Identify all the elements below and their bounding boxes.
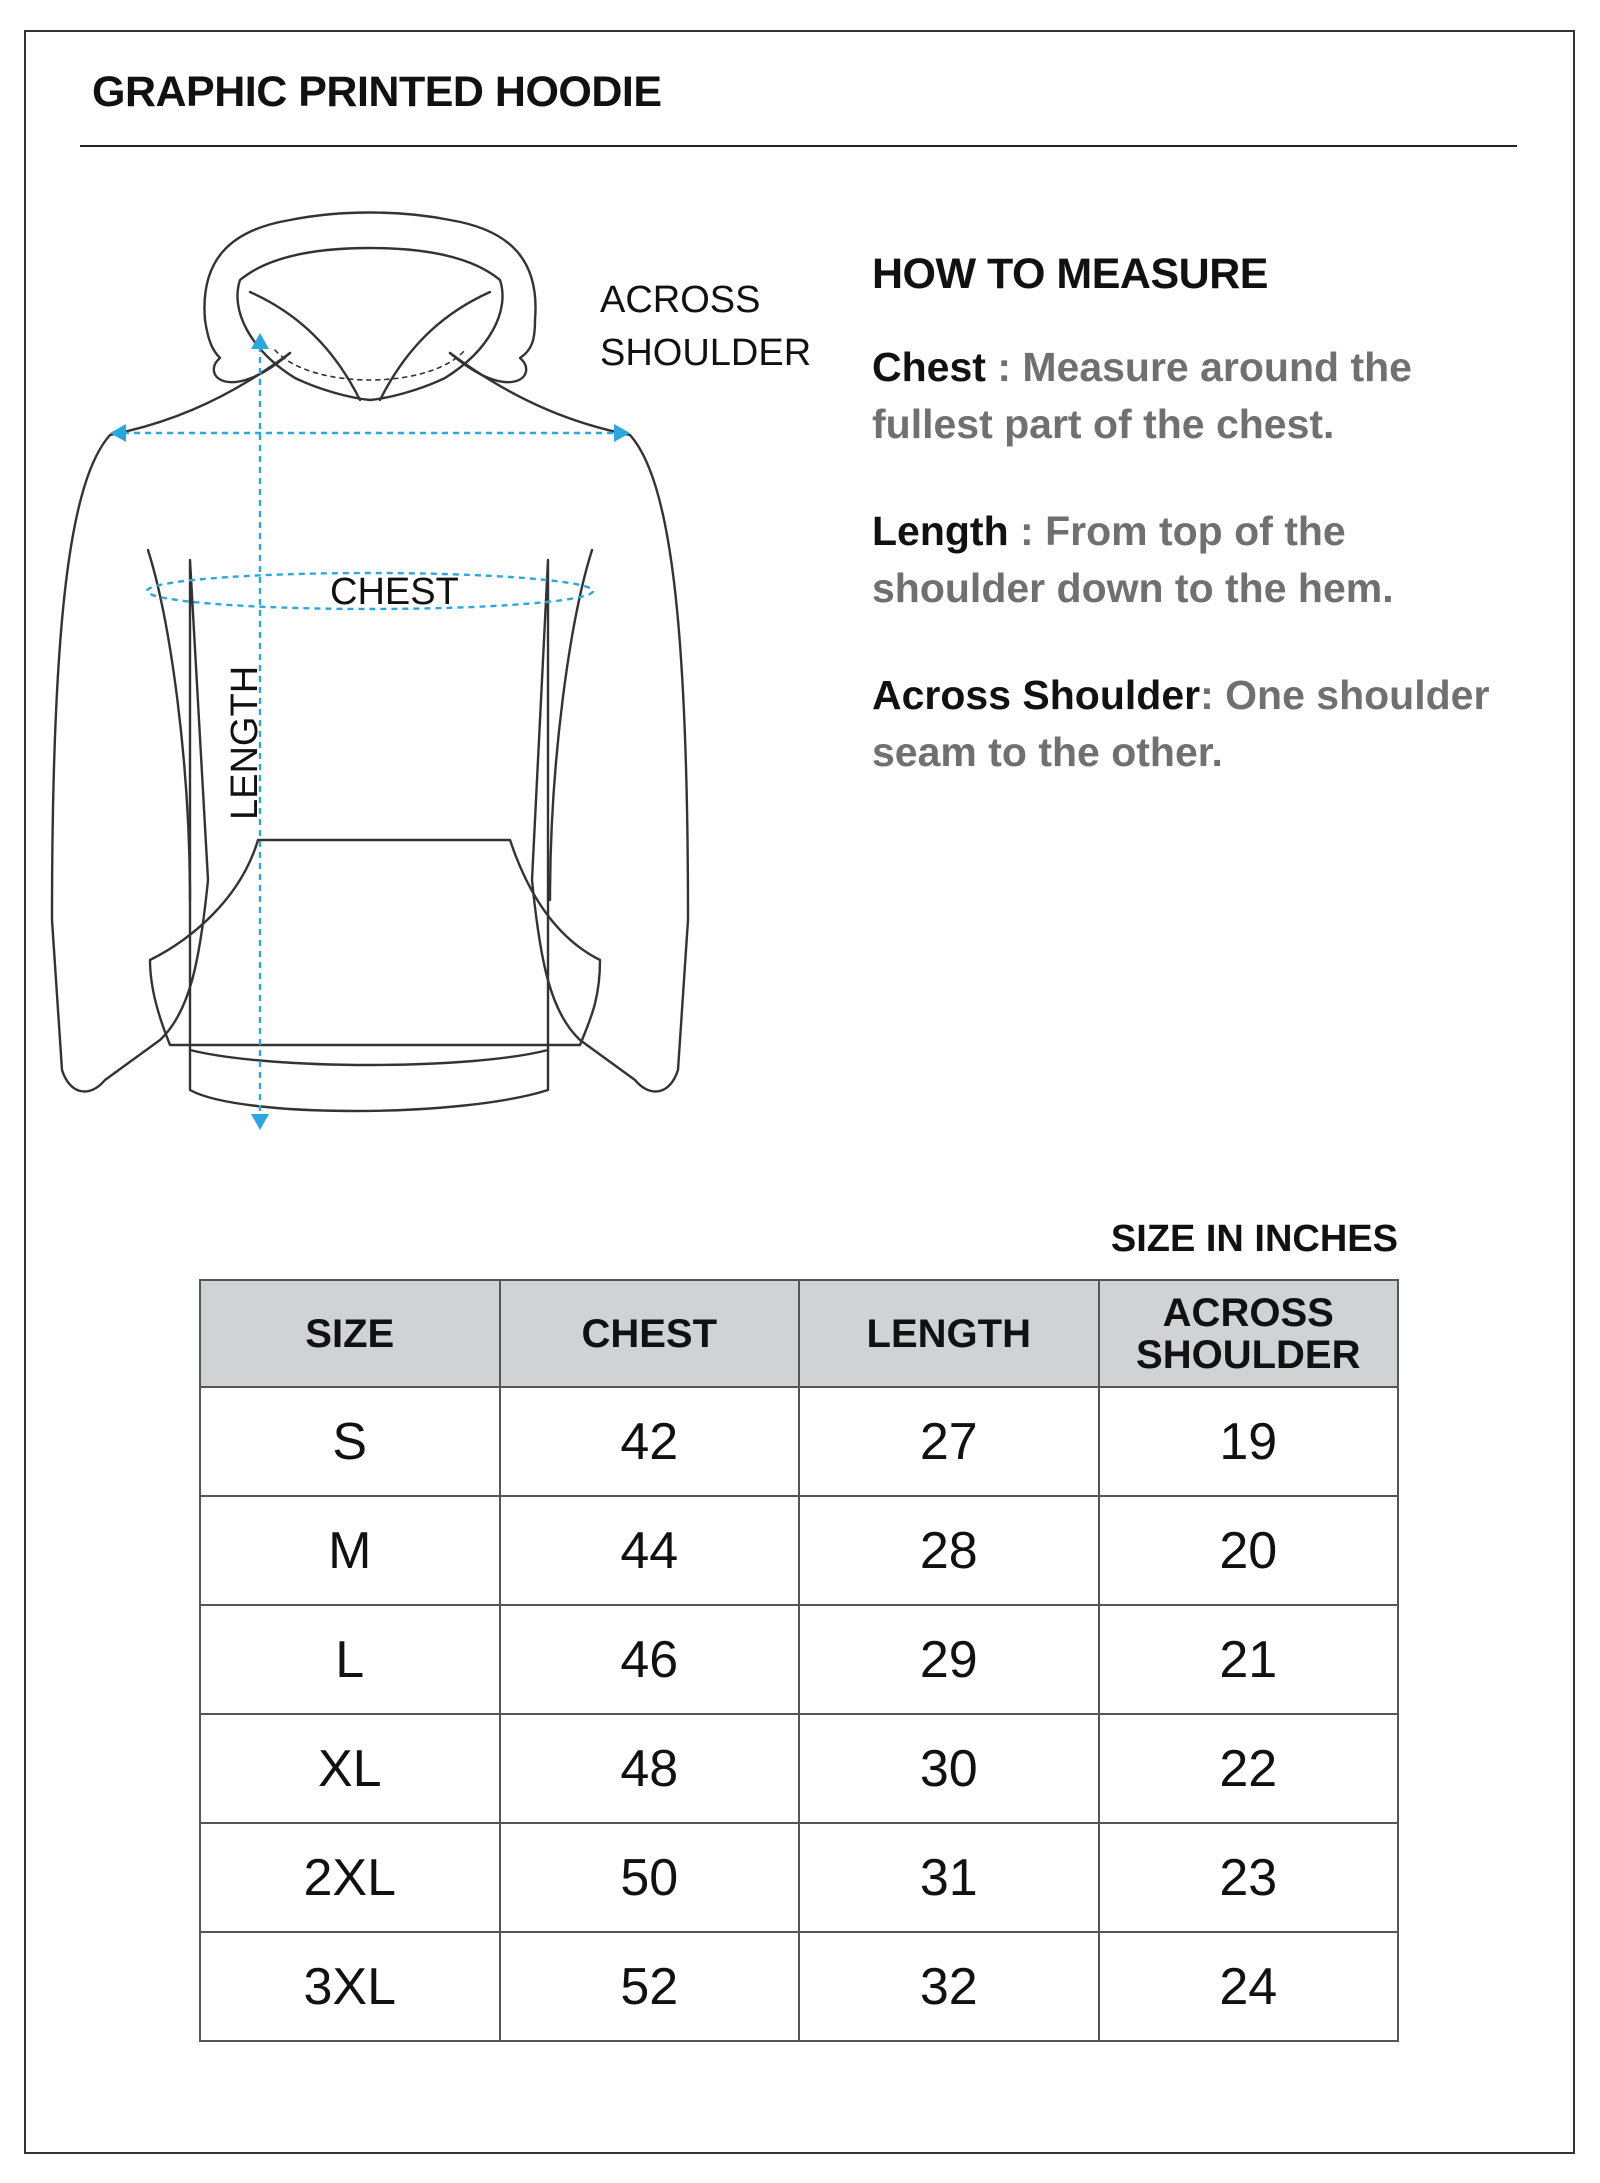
shoulder-arrow-left xyxy=(110,424,126,442)
chest-instruction xyxy=(872,339,1522,453)
across-shoulder-cell: 21 xyxy=(1099,1605,1399,1714)
across-shoulder-cell: 19 xyxy=(1099,1387,1399,1496)
page-title: GRAPHIC PRINTED HOODIE xyxy=(92,68,662,116)
size-cell: 2XL xyxy=(200,1823,500,1932)
length-label: LENGTH xyxy=(224,665,266,820)
header-across-shoulder xyxy=(1099,1280,1399,1387)
length-separator: : xyxy=(1008,508,1046,554)
table-row xyxy=(200,1714,1398,1823)
size-cell: L xyxy=(200,1605,500,1714)
size-units-label: SIZE IN INCHES xyxy=(1110,1218,1398,1260)
how-to-measure-heading: HOW TO MEASURE xyxy=(872,250,1268,298)
across-shoulder-cell: 22 xyxy=(1099,1714,1399,1823)
length-cell: 32 xyxy=(799,1932,1099,2041)
size-cell: XL xyxy=(200,1714,500,1823)
chest-label: CHEST xyxy=(330,571,459,613)
across-shoulder-label-line1: ACROSS xyxy=(600,279,761,321)
hood-inner xyxy=(237,248,502,400)
size-cell: S xyxy=(200,1387,500,1496)
chest-cell: 50 xyxy=(500,1823,800,1932)
across-shoulder-term: Across Shoulder xyxy=(872,672,1201,718)
right-sleeve-line xyxy=(550,550,592,900)
across-shoulder-cell: 23 xyxy=(1099,1823,1399,1932)
across-shoulder-description: One shoulder seam to the other. xyxy=(872,672,1490,775)
left-sleeve-line xyxy=(148,550,190,900)
across-shoulder-instruction xyxy=(872,667,1522,781)
length-cell: 28 xyxy=(799,1496,1099,1605)
hoodie-body-outline xyxy=(52,353,688,1111)
header-across-line2: SHOULDER xyxy=(1136,1332,1361,1377)
hood-fold-right xyxy=(380,292,490,400)
length-arrow-bottom xyxy=(251,1114,269,1130)
across-shoulder-separator: : xyxy=(1200,672,1226,718)
length-instruction xyxy=(872,503,1522,617)
table-row xyxy=(200,1387,1398,1496)
hood-outer xyxy=(204,213,535,383)
length-cell: 30 xyxy=(799,1714,1099,1823)
chest-cell: 52 xyxy=(500,1932,800,2041)
table-row xyxy=(200,1823,1398,1932)
shoulder-arrow-right xyxy=(614,424,630,442)
table-row xyxy=(200,1496,1398,1605)
across-shoulder-cell: 24 xyxy=(1099,1932,1399,2041)
length-term: Length xyxy=(872,508,1009,554)
hoodie-illustration xyxy=(40,200,830,1150)
header-chest: CHEST xyxy=(500,1280,800,1387)
size-chart-table xyxy=(199,1279,1399,2042)
across-shoulder-cell: 20 xyxy=(1099,1496,1399,1605)
waistband-top xyxy=(190,1050,548,1065)
header-length: LENGTH xyxy=(799,1280,1099,1387)
header-across-line1: ACROSS xyxy=(1162,1290,1334,1335)
length-cell: 29 xyxy=(799,1605,1099,1714)
chest-cell: 46 xyxy=(500,1605,800,1714)
chest-separator: : xyxy=(985,344,1023,390)
chest-cell: 42 xyxy=(500,1387,800,1496)
length-description: From top of the shoulder down to the hem. xyxy=(872,508,1394,611)
chest-description: Measure around the fullest part of the chest. xyxy=(872,344,1412,447)
across-shoulder-label-line2: SHOULDER xyxy=(600,332,812,374)
table-header-row xyxy=(200,1280,1398,1387)
header-size: SIZE xyxy=(200,1280,500,1387)
size-cell: 3XL xyxy=(200,1932,500,2041)
title-divider xyxy=(80,145,1517,147)
length-cell: 31 xyxy=(799,1823,1099,1932)
neckline-stitch xyxy=(275,350,465,380)
how-to-measure-section xyxy=(872,250,1522,831)
hoodie-diagram xyxy=(40,200,830,1150)
chest-cell: 44 xyxy=(500,1496,800,1605)
chest-term: Chest xyxy=(872,344,986,390)
chest-cell: 48 xyxy=(500,1714,800,1823)
table-row xyxy=(200,1932,1398,2041)
table-row xyxy=(200,1605,1398,1714)
size-cell: M xyxy=(200,1496,500,1605)
length-cell: 27 xyxy=(799,1387,1099,1496)
